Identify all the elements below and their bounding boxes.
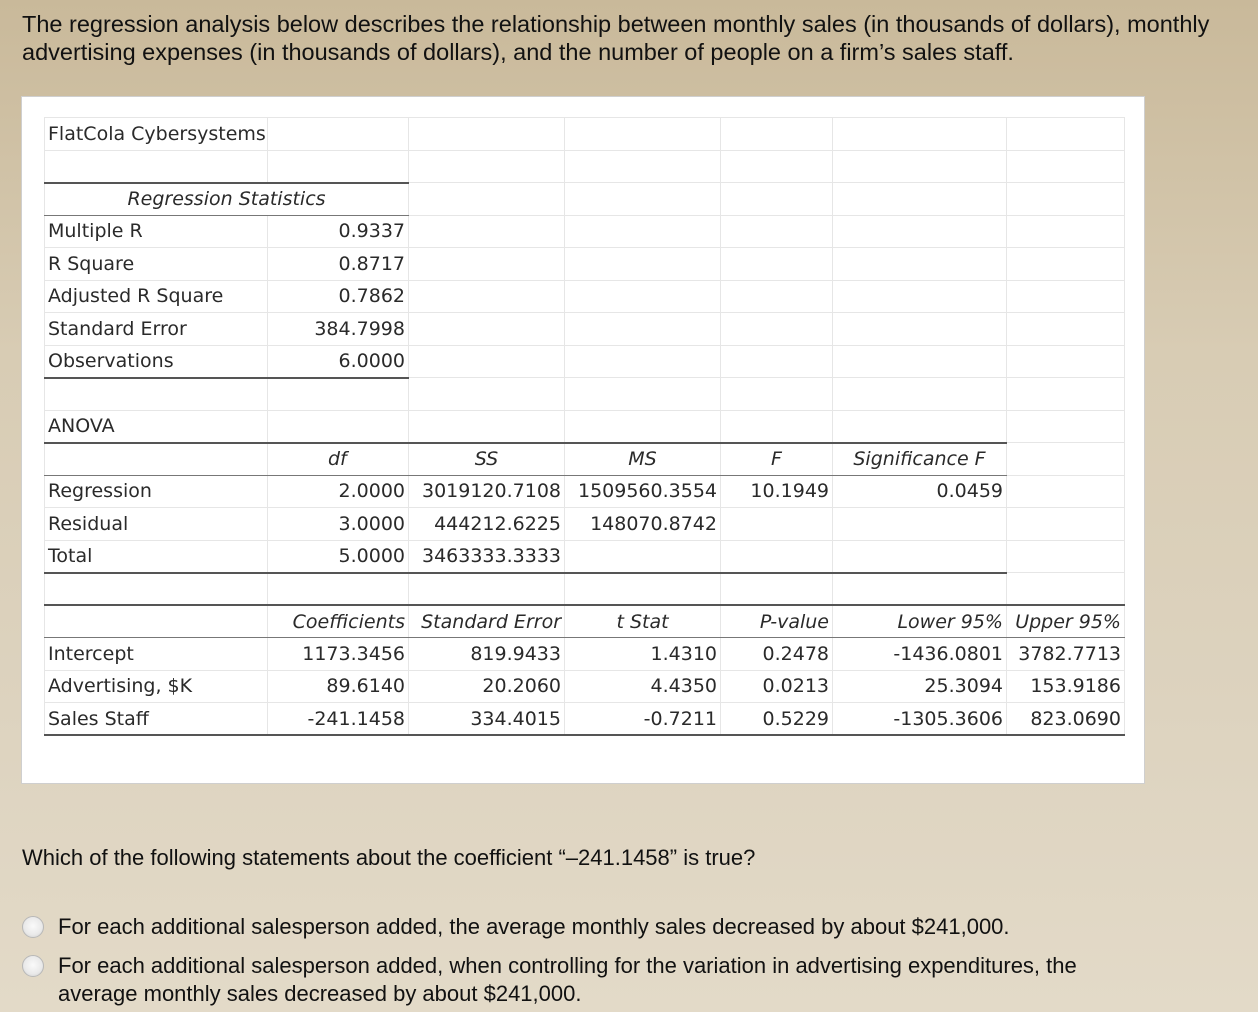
- coef-upper-95: 823.0690: [1007, 703, 1125, 736]
- answer-option-2[interactable]: [22, 952, 1158, 1008]
- coef-upper-95: 153.9186: [1007, 670, 1125, 703]
- coef-lower-95: -1436.0801: [833, 638, 1007, 671]
- stat-value: 6.0000: [268, 345, 409, 378]
- stat-value: 0.7862: [268, 280, 409, 313]
- anova-row-label: Regression: [45, 475, 268, 508]
- stat-label: Adjusted R Square: [45, 280, 268, 313]
- coef-lower-95: 25.3094: [833, 670, 1007, 703]
- spreadsheet-grid: [44, 117, 1125, 736]
- anova-header-significance: Significance F: [833, 443, 1007, 476]
- anova-ms: 1509560.3554: [565, 475, 721, 508]
- anova-significance: 0.0459: [833, 475, 1007, 508]
- coef-standard-error: 20.2060: [409, 670, 565, 703]
- regression-statistics-title: Regression Statistics: [45, 183, 409, 216]
- coef-value: 1173.3456: [268, 638, 409, 671]
- anova-df: 3.0000: [268, 508, 409, 541]
- coef-row-label: Sales Staff: [45, 703, 268, 736]
- coef-p-value: 0.5229: [721, 703, 833, 736]
- coef-t-stat: 4.4350: [565, 670, 721, 703]
- coef-header-standard-error: Standard Error: [409, 605, 565, 638]
- stat-label: Observations: [45, 345, 268, 378]
- anova-header-ss: SS: [409, 443, 565, 476]
- anova-ss: 444212.6225: [409, 508, 565, 541]
- anova-ss: 3019120.7108: [409, 475, 565, 508]
- coef-row-label: Advertising, $K: [45, 670, 268, 703]
- anova-ss: 3463333.3333: [409, 540, 565, 573]
- anova-row-label: Residual: [45, 508, 268, 541]
- coef-p-value: 0.0213: [721, 670, 833, 703]
- question-intro: The regression analysis below describes the relationship between monthly sales (in thousands of dollars), monthly advertising expenses (in thousands of dollars), and the number of people on a firm’s sales staff.: [22, 11, 1210, 65]
- coef-header-coefficients: Coefficients: [268, 605, 409, 638]
- coef-header-p-value: P-value: [721, 605, 833, 638]
- anova-df: 2.0000: [268, 475, 409, 508]
- anova-row-label: Total: [45, 540, 268, 573]
- anova-ms: 148070.8742: [565, 508, 721, 541]
- coef-value: 89.6140: [268, 670, 409, 703]
- anova-df: 5.0000: [268, 540, 409, 573]
- coef-header-upper-95: Upper 95%: [1007, 605, 1125, 638]
- stat-label: R Square: [45, 248, 268, 281]
- radio-button-icon[interactable]: [22, 955, 44, 977]
- coef-standard-error: 819.9433: [409, 638, 565, 671]
- coef-value: -241.1458: [268, 703, 409, 736]
- anova-header-ms: MS: [565, 443, 721, 476]
- stat-label: Standard Error: [45, 313, 268, 346]
- radio-button-icon[interactable]: [22, 916, 44, 938]
- anova-header-f: F: [721, 443, 833, 476]
- company-name: FlatCola Cybersystems: [45, 118, 268, 151]
- question-prompt: Which of the following statements about the coefficient “–241.1458” is true?: [22, 845, 756, 870]
- coef-upper-95: 3782.7713: [1007, 638, 1125, 671]
- regression-output-table: [21, 96, 1145, 784]
- coef-t-stat: 1.4310: [565, 638, 721, 671]
- coef-lower-95: -1305.3606: [833, 703, 1007, 736]
- coef-header-lower-95: Lower 95%: [833, 605, 1007, 638]
- stat-value: 384.7998: [268, 313, 409, 346]
- anova-header-df: df: [268, 443, 409, 476]
- coef-standard-error: 334.4015: [409, 703, 565, 736]
- stat-value: 0.8717: [268, 248, 409, 281]
- anova-title: ANOVA: [45, 410, 268, 443]
- stat-value: 0.9337: [268, 215, 409, 248]
- coef-t-stat: -0.7211: [565, 703, 721, 736]
- coef-row-label: Intercept: [45, 638, 268, 671]
- coef-p-value: 0.2478: [721, 638, 833, 671]
- answer-option-1[interactable]: [22, 913, 1158, 941]
- stat-label: Multiple R: [45, 215, 268, 248]
- answer-option-label[interactable]: For each additional salesperson added, when controlling for the variation in advertising expenditures, the average monthly sales decreased by about $241,000.: [58, 953, 1077, 1006]
- anova-f: 10.1949: [721, 475, 833, 508]
- answer-option-label[interactable]: For each additional salesperson added, the average monthly sales decreased by about $241,000.: [58, 914, 1010, 939]
- coef-header-t-stat: t Stat: [565, 605, 721, 638]
